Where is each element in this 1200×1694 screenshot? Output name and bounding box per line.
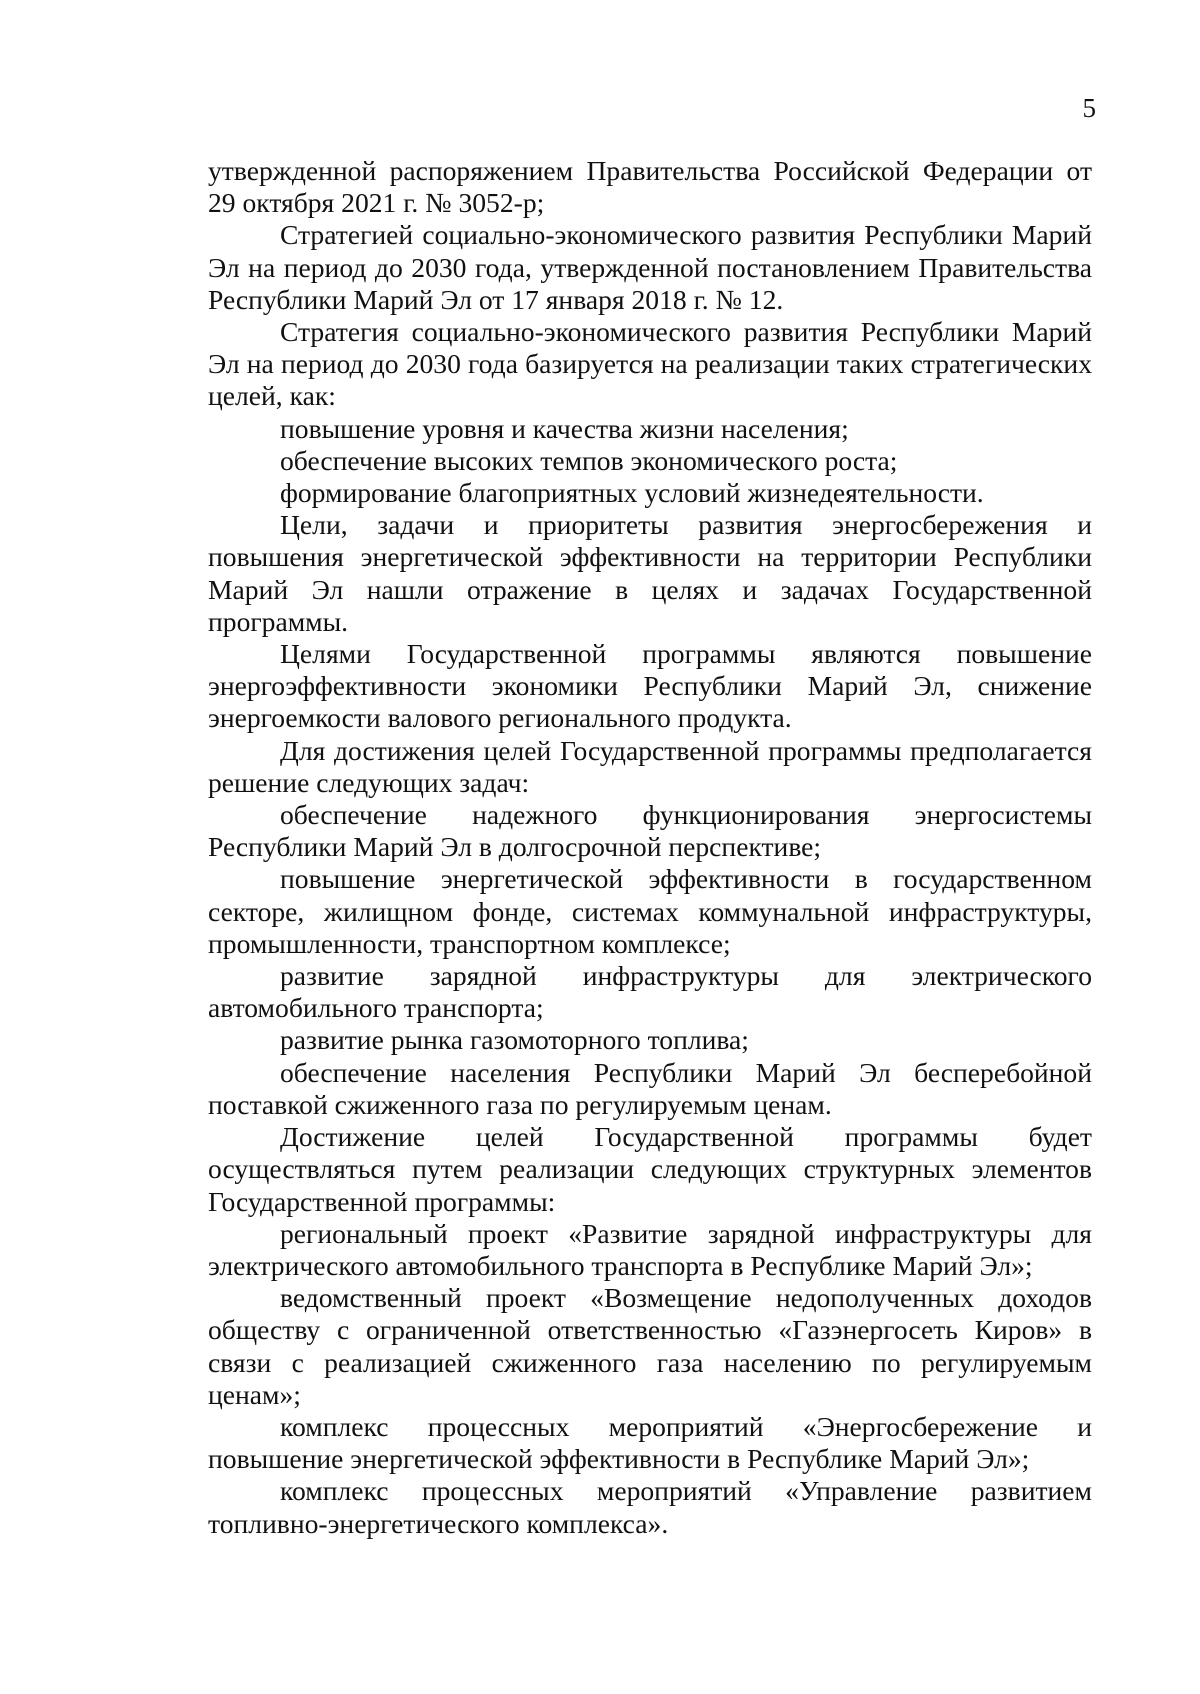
paragraph-continuation: утвержденной распоряжением Правительства Российской Федерации от 29 октября 2021 г. № 3052-р; [208,155,1092,219]
list-item-task: обеспечение надежного функционирования энергосистемы Республики Марий Эл в долгосрочной перспективе; [208,799,1092,863]
list-item-task: повышение энергетической эффективности в государственном секторе, жилищном фонде, системах коммунальной инфраструктуры, промышленности, транспортном комплексе; [208,863,1092,959]
list-item-task: развитие рынка газомоторного топлива; [280,1024,749,1056]
list-item-goal: обеспечение высоких темпов экономического роста; [280,444,898,476]
list-item-task: развитие зарядной инфраструктуры для электрического автомобильного транспорта; [208,960,1092,1024]
list-item-structural-element: региональный проект «Развитие зарядной инфраструктуры для электрического автомобильного транспорта в Республике Марий Эл»; [208,1217,1092,1281]
paragraph-strategy-goals-intro: Стратегия социально-экономического развития Республики Марий Эл на период до 2030 года базируется на реализации таких стратегических целей, как: [208,316,1092,412]
list-item-structural-element: комплекс процессных мероприятий «Управление развитием топливно-энергетического комплекса». [208,1475,1092,1539]
document-body [208,155,1092,1540]
paragraph-priorities: Цели, задачи и приоритеты развития энергосбережения и повышения энергетической эффективности на территории Республики Марий Эл нашли отражение в целях и задачах Государственной программы. [208,509,1092,637]
paragraph-structural-elements-intro: Достижение целей Государственной программы будет осуществляться путем реализации следующих структурных элементов Государственной программы: [208,1121,1092,1217]
list-item-structural-element: комплекс процессных мероприятий «Энергосбережение и повышение энергетической эффективности в Республике Марий Эл»; [208,1410,1092,1475]
page-number: 5 [1082,93,1096,123]
list-item-structural-element: ведомственный проект «Возмещение недополученных доходов обществу с ограниченной ответственностью «Газэнергосеть Киров» в связи с реализацией сжиженного газа населению по регулируемым ценам»; [208,1282,1092,1410]
list-item-task: обеспечение населения Республики Марий Эл бесперебойной поставкой сжиженного газа по регулируемым ценам. [208,1056,1092,1120]
list-item-goal: повышение уровня и качества жизни населения; [280,412,849,444]
paragraph-program-goals: Целями Государственной программы являются повышение энергоэффективности экономики Республики Марий Эл, снижение энергоемкости валового регионального продукта. [208,638,1092,734]
paragraph-strategy-reference: Стратегией социально-экономического развития Республики Марий Эл на период до 2030 года, утвержденной постановлением Правительства Республики Марий Эл от 17 января 2018 г. № 12. [208,219,1092,315]
list-item-goal: формирование благоприятных условий жизнедеятельности. [280,477,984,509]
paragraph-tasks-intro: Для достижения целей Государственной программы предполагается решение следующих задач: [208,734,1092,798]
